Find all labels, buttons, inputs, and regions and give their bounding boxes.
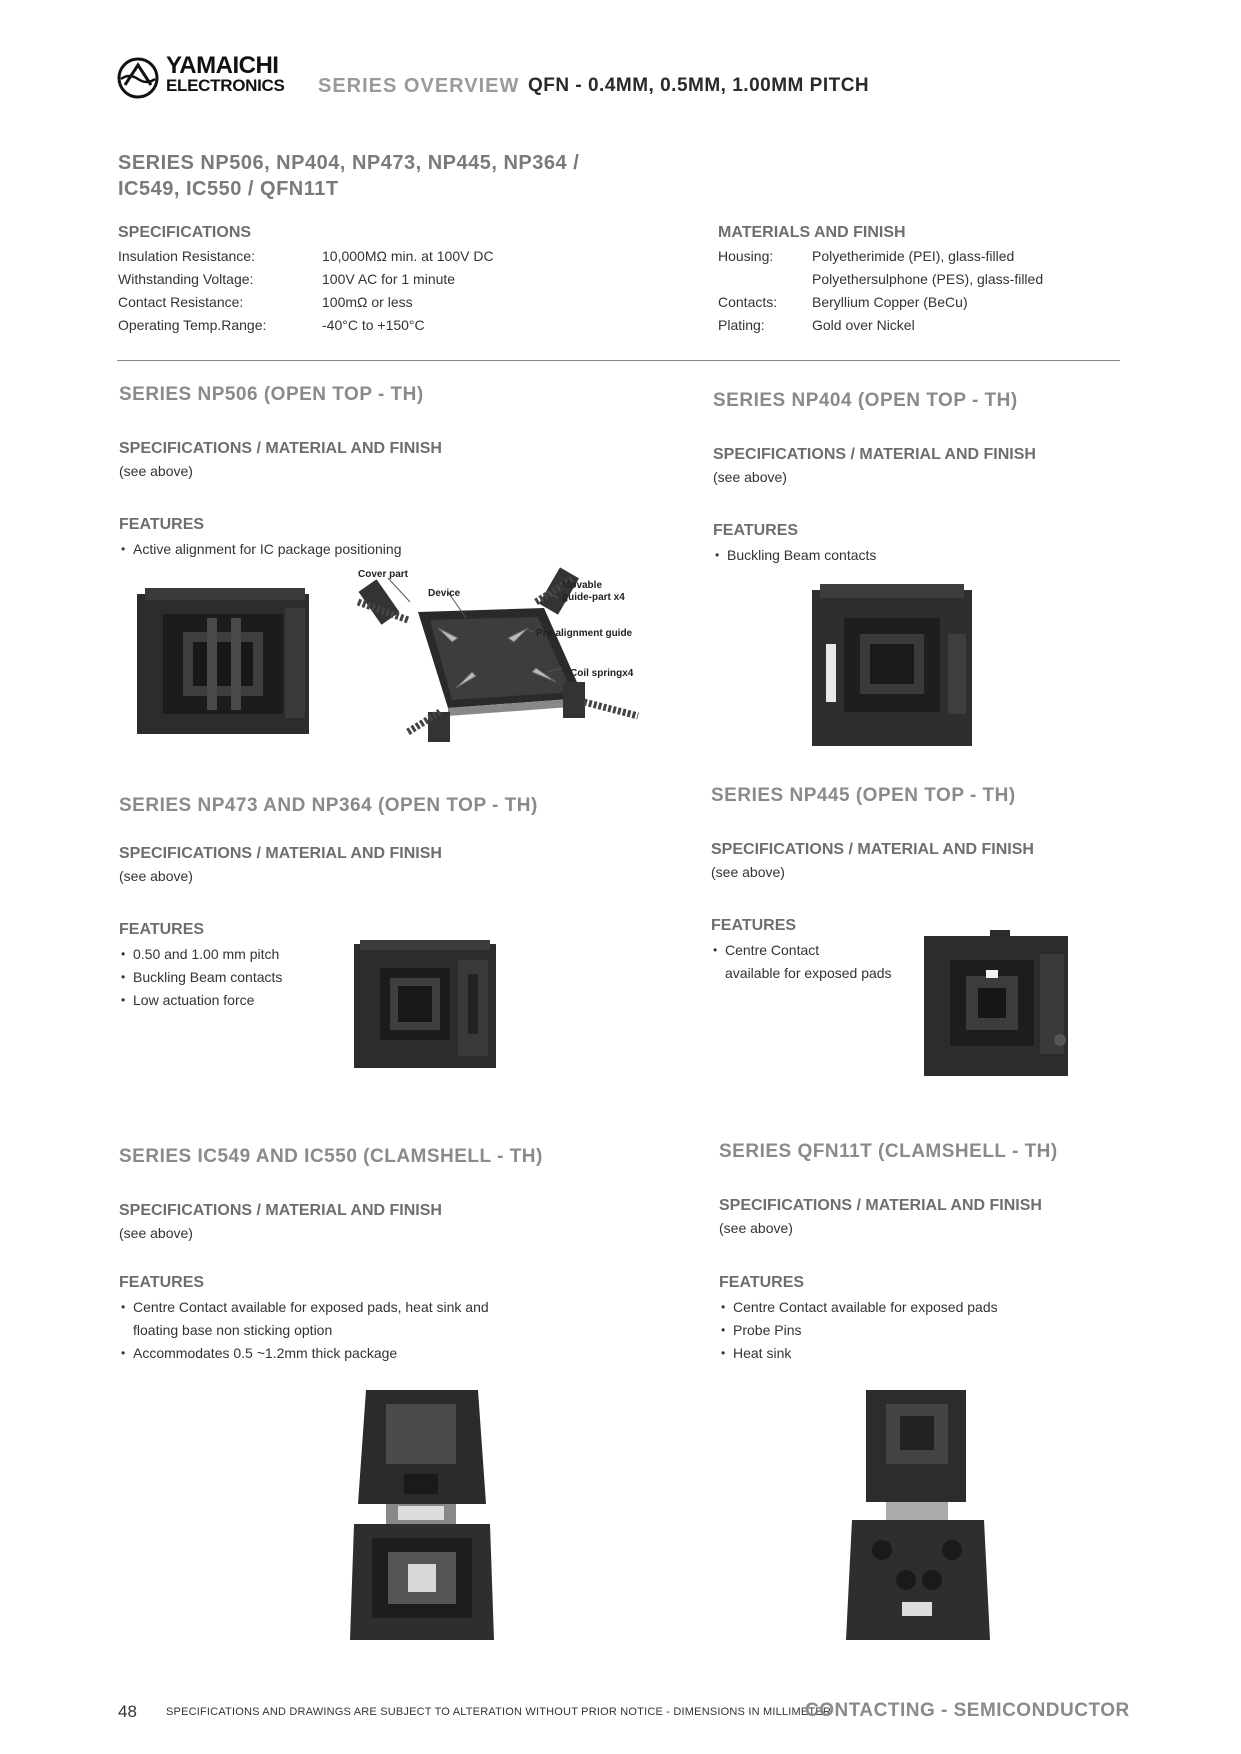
np445-title: SERIES NP445 (OPEN TOP - TH) xyxy=(711,785,1016,806)
np506-features-heading: FEATURES xyxy=(119,516,205,533)
specifications-heading: SPECIFICATIONS xyxy=(118,224,252,241)
spec-row: Insulation Resistance: 10,000MΩ min. at 100V DC xyxy=(118,248,494,264)
list-item: • Heat sink xyxy=(719,1342,998,1365)
spec-row: Operating Temp.Range: -40°C to +150°C xyxy=(118,317,425,333)
list-item xyxy=(711,939,892,985)
material-row: Plating: Gold over Nickel xyxy=(718,317,915,333)
list-item: • Active alignment for IC package positioning xyxy=(119,538,401,561)
np445-spec-heading: SPECIFICATIONS / MATERIAL AND FINISH xyxy=(711,841,1034,858)
np506-alignment-diagram xyxy=(348,562,648,757)
np473-features-list xyxy=(119,943,282,1012)
brand-subname: ELECTRONICS xyxy=(166,76,285,95)
qfn11t-see-above: (see above) xyxy=(719,1220,793,1236)
ic549-title: SERIES IC549 AND IC550 (CLAMSHELL - TH) xyxy=(119,1146,543,1167)
header-overview: SERIES OVERVIEW xyxy=(318,75,520,97)
np404-features-list xyxy=(713,544,876,567)
qfn11t-features-list xyxy=(719,1296,998,1365)
ic549-features-heading: FEATURES xyxy=(119,1274,205,1291)
ic549-feature1-line2: floating base non sticking option xyxy=(133,1322,333,1338)
ic549-see-above: (see above) xyxy=(119,1225,193,1241)
np445-see-above: (see above) xyxy=(711,864,785,880)
diagram-label-device: Device xyxy=(428,588,461,599)
header-qfn-pitch: QFN - 0.4MM, 0.5MM, 1.00MM PITCH xyxy=(528,75,870,96)
diagram-label-prealign: Pre-alignment guide xyxy=(536,628,633,639)
diagram-label-guide-part: guide-part x4 xyxy=(562,592,625,603)
footer-brand: CONTACTING - SEMICONDUCTOR xyxy=(805,1700,1130,1721)
spec-row: Withstanding Voltage: 100V AC for 1 minute xyxy=(118,271,456,287)
qfn11t-spec-heading: SPECIFICATIONS / MATERIAL AND FINISH xyxy=(719,1197,1042,1214)
np506-spec-heading: SPECIFICATIONS / MATERIAL AND FINISH xyxy=(119,440,442,457)
page-title xyxy=(118,150,579,202)
np506-title: SERIES NP506 (OPEN TOP - TH) xyxy=(119,384,424,405)
ic549-clamshell-photo xyxy=(350,1390,495,1648)
list-item: • Probe Pins xyxy=(719,1319,998,1342)
np506-features-list xyxy=(119,538,401,561)
diagram-label-cover: Cover part xyxy=(358,569,409,580)
np473-see-above: (see above) xyxy=(119,868,193,884)
list-item: • Accommodates 0.5 ~1.2mm thick package xyxy=(119,1342,489,1365)
material-row: Housing: Polyetherimide (PEI), glass-filled xyxy=(718,248,1015,264)
np445-features-heading: FEATURES xyxy=(711,917,797,934)
qfn11t-features-heading: FEATURES xyxy=(719,1274,805,1291)
page-title-line2: IC549, IC550 / QFN11T xyxy=(118,178,339,200)
np473-socket-photo xyxy=(350,940,500,1072)
ic549-features-list xyxy=(119,1296,489,1365)
np506-socket-photo xyxy=(135,588,315,736)
page-number: 48 xyxy=(118,1702,137,1721)
material-row: Polyethersulphone (PES), glass-filled xyxy=(812,271,1044,287)
np404-see-above: (see above) xyxy=(713,469,787,485)
ic549-spec-heading: SPECIFICATIONS / MATERIAL AND FINISH xyxy=(119,1202,442,1219)
np404-spec-heading: SPECIFICATIONS / MATERIAL AND FINISH xyxy=(713,446,1036,463)
diagram-label-movable: Movable xyxy=(562,580,603,591)
yamaichi-logo-icon xyxy=(117,57,159,99)
divider xyxy=(117,360,1120,361)
materials-table xyxy=(718,248,1043,340)
np473-features-heading: FEATURES xyxy=(119,921,205,938)
page-title-line1: SERIES NP506, NP404, NP473, NP445, NP364 / xyxy=(118,152,580,174)
brand-name: YAMAICHI xyxy=(166,52,279,79)
list-item xyxy=(119,1296,489,1342)
footer-note: SPECIFICATIONS AND DRAWINGS ARE SUBJECT TO ALTERATION WITHOUT PRIOR NOTICE - DIMENSIONS IN MILLIMETER xyxy=(166,1706,831,1718)
ic549-feature1-line1: Centre Contact available for exposed pads, heat sink and xyxy=(133,1299,489,1315)
list-item: • Buckling Beam contacts xyxy=(713,544,876,567)
np404-title: SERIES NP404 (OPEN TOP - TH) xyxy=(713,390,1018,411)
material-row: Contacts: Beryllium Copper (BeCu) xyxy=(718,294,968,310)
np445-features-list xyxy=(711,939,892,985)
materials-heading: MATERIALS AND FINISH xyxy=(718,224,906,241)
qfn11t-clamshell-photo xyxy=(846,1390,991,1650)
np445-feature-line1: Centre Contact xyxy=(725,942,820,958)
np506-see-above: (see above) xyxy=(119,463,193,479)
qfn11t-title: SERIES QFN11T (CLAMSHELL - TH) xyxy=(719,1141,1058,1162)
list-item: • Centre Contact available for exposed pads xyxy=(719,1296,998,1319)
np445-feature-line2: available for exposed pads xyxy=(725,965,892,981)
np473-title: SERIES NP473 AND NP364 (OPEN TOP - TH) xyxy=(119,795,538,816)
list-item: • Low actuation force xyxy=(119,989,282,1012)
list-item: • 0.50 and 1.00 mm pitch xyxy=(119,943,282,966)
np473-spec-heading: SPECIFICATIONS / MATERIAL AND FINISH xyxy=(119,845,442,862)
np404-features-heading: FEATURES xyxy=(713,522,799,539)
np445-socket-photo xyxy=(920,930,1070,1080)
list-item: • Buckling Beam contacts xyxy=(119,966,282,989)
diagram-label-coil: Coil springx4 xyxy=(570,668,634,679)
np404-socket-photo xyxy=(806,584,978,756)
specifications-table xyxy=(118,248,494,340)
spec-row: Contact Resistance: 100mΩ or less xyxy=(118,294,413,310)
